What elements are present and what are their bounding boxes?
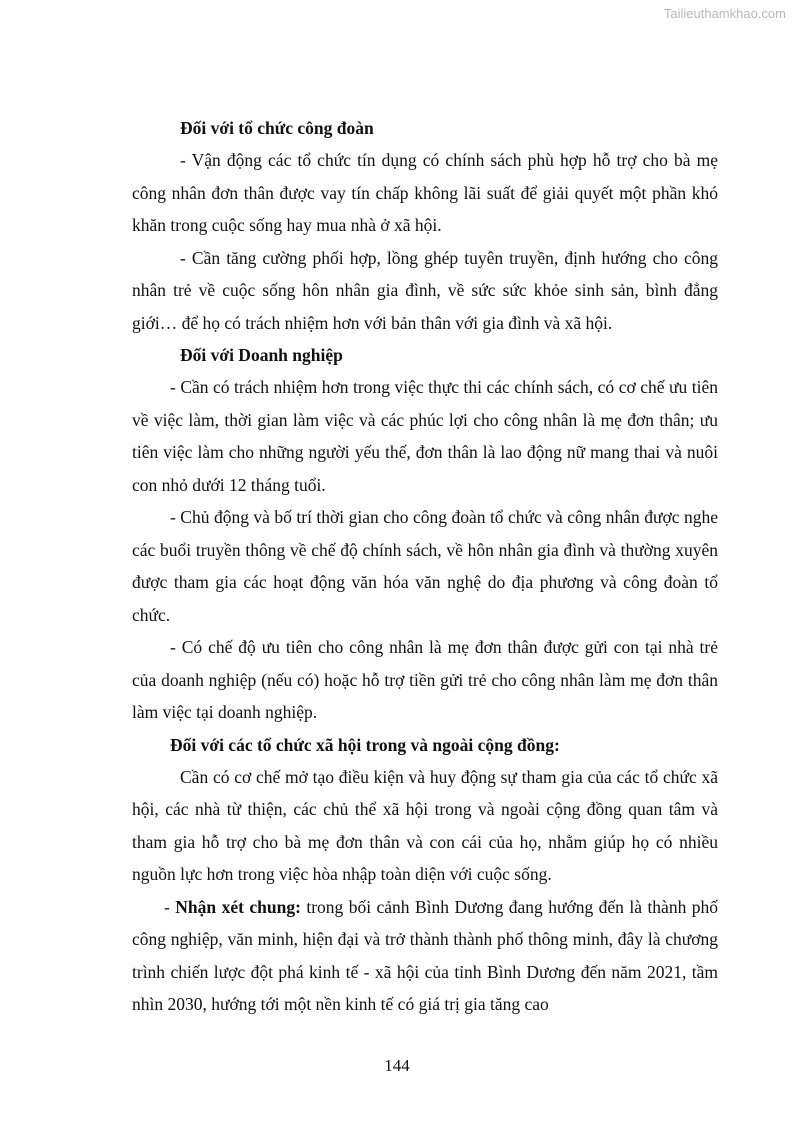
watermark-text: Tailieuthamkhao.com [663,6,786,21]
paragraph: - Cần tăng cường phối hợp, lồng ghép tuyên truyền, định hướng cho công nhân trẻ về cuộc sống hôn nhân gia đình, về sức sức khỏe sinh sản, bình đẳng giới… để họ có trách nhiệm hơn với bản thân với gia đình và xã hội. [132,247,718,333]
paragraph-nhan-xet-chung [132,891,718,1021]
paragraph: - Cần có trách nhiệm hơn trong việc thực thi các chính sách, có cơ chế ưu tiên về việc làm, thời gian làm việc và các phúc lợi cho công nhân là mẹ đơn thân; ưu tiên việc làm cho những người yếu thế, đơn thân là lao động nữ mang thai và nuôi con nhỏ dưới 12 tháng tuổi. [132,377,718,495]
heading-to-chuc-xa-hoi: Đối với các tổ chức xã hội trong và ngoài cộng đồng: [170,734,560,755]
heading-doanh-nghiep: Đối với Doanh nghiệp [180,345,343,365]
paragraph: - Vận động các tổ chức tín dụng có chính sách phù hợp hỗ trợ cho bà mẹ công nhân đơn thân được vay tín chấp không lãi suất để giải quyết một phần khó khăn trong cuộc sống hay mua nhà ở xã hội. [132,150,718,235]
heading-cong-doan: Đối với tổ chức công đoàn [180,118,374,138]
paragraph: - Có chế độ ưu tiên cho công nhân là mẹ đơn thân được gửi con tại nhà trẻ của doanh nghiệp (nếu có) hoặc hỗ trợ tiền gửi trẻ cho công nhân làm mẹ đơn thân làm việc tại doanh nghiệp. [132,637,718,722]
paragraph: - Chủ động và bố trí thời gian cho công đoàn tổ chức và công nhân được nghe các buổi truyền thông về chế độ chính sách, về hôn nhân gia đình và thường xuyên được tham gia các hoạt động văn hóa văn nghệ do địa phương và công đoàn tổ chức. [132,507,718,625]
dash: - [164,896,176,917]
paragraph-text: trong bối cảnh Bình Dương đang hướng đến là thành phố công nghiệp, văn minh, hiện đại và trở thành thành phố thông minh, đây là chương trình chiến lược đột phá kinh tế - xã hội của tỉnh Bình Dương đến năm 2021, tầm nhìn 2030, hướng tới một nền kinh tế có giá trị gia tăng cao [132,896,719,1014]
paragraph: Cần có cơ chế mở tạo điều kiện và huy động sự tham gia của các tổ chức xã hội, các nhà từ thiện, các chủ thể xã hội trong và ngoài cộng đồng quan tâm và tham gia hỗ trợ cho bà mẹ đơn thân và con cái của họ, nhằm giúp họ có nhiều nguồn lực hơn trong việc hòa nhập toàn diện với cuộc sống. [132,766,718,884]
bold-label: Nhận xét chung: [175,896,301,917]
page-number: 144 [384,1056,410,1075]
document-body [132,112,718,1021]
